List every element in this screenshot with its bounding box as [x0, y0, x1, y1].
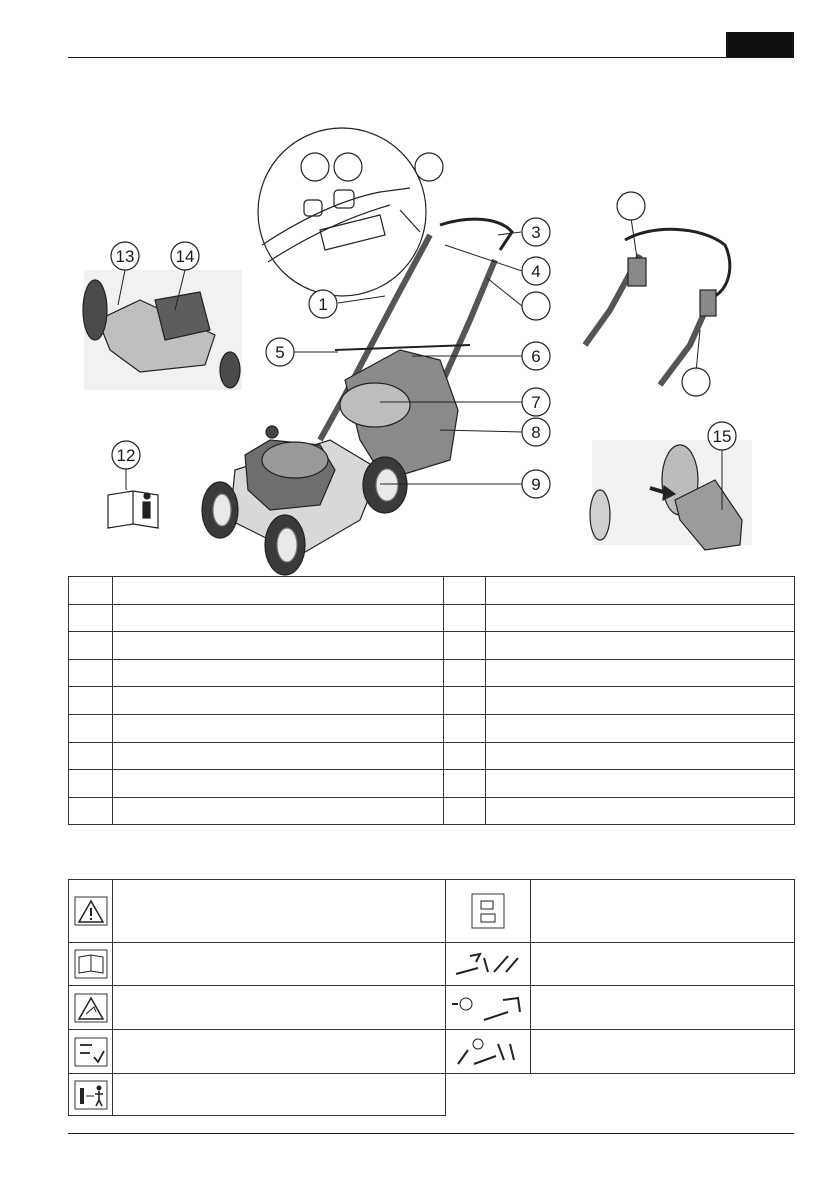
- parts-table-row: [69, 577, 795, 605]
- part-name-cell: [113, 687, 444, 715]
- part-number-cell: [69, 577, 113, 605]
- symbol-text: [113, 986, 446, 1030]
- svg-text:13: 13: [115, 247, 135, 266]
- svg-text:3: 3: [531, 223, 541, 242]
- part-number-cell: [69, 742, 113, 770]
- part-number-cell: [69, 659, 113, 687]
- engine-brake-lever-icon: [448, 946, 528, 982]
- parts-table-row: [69, 659, 795, 687]
- part-number-cell: [69, 687, 113, 715]
- callout-12: [112, 441, 140, 469]
- part-number-cell: [69, 714, 113, 742]
- drive-engage-lever-icon: [448, 1034, 528, 1070]
- part-name-cell: [486, 687, 795, 715]
- callout-14: [171, 242, 199, 270]
- callout-7: [522, 388, 550, 416]
- part-number-cell: [444, 632, 486, 660]
- svg-text:8: 8: [531, 423, 541, 442]
- svg-text:1: 1: [318, 295, 328, 314]
- parts-table-row: [69, 604, 795, 632]
- callout-blank: [682, 368, 710, 396]
- part-name-cell: [113, 604, 444, 632]
- svg-text:14: 14: [175, 247, 195, 266]
- svg-text:12: 12: [116, 446, 136, 465]
- handle-adjust-detail: [585, 229, 730, 385]
- callout-4: [522, 257, 550, 285]
- parts-table: [68, 576, 795, 825]
- symbol-cell: [69, 1074, 113, 1116]
- symbol-cell: [446, 1030, 531, 1074]
- part-name-cell: [486, 632, 795, 660]
- grass-catcher-detail: [83, 270, 242, 390]
- part-number-cell: [69, 604, 113, 632]
- callout-3: [522, 218, 550, 246]
- symbol-text: [531, 880, 795, 943]
- svg-text:6: 6: [531, 347, 541, 366]
- part-name-cell: [113, 632, 444, 660]
- keep-bystanders-away-icon: [74, 1080, 108, 1110]
- part-number-cell: [69, 770, 113, 798]
- info-book-icon: [108, 491, 158, 528]
- part-number-cell: [444, 687, 486, 715]
- symbol-text: [531, 943, 795, 986]
- callout-blank: [301, 153, 329, 181]
- part-name-cell: [113, 714, 444, 742]
- symbol-cell: [69, 1030, 113, 1074]
- symbol-text: [113, 1030, 446, 1074]
- callout-8: [522, 418, 550, 446]
- callout-blank: [415, 153, 443, 181]
- part-name-cell: [113, 742, 444, 770]
- mower-main: [202, 219, 512, 575]
- part-name-cell: [486, 714, 795, 742]
- part-name-cell: [113, 659, 444, 687]
- symbol-cell: [69, 880, 113, 943]
- callout-13: [111, 242, 139, 270]
- svg-text:7: 7: [531, 393, 541, 412]
- lawnmower-illustration: [0, 0, 839, 576]
- part-name-cell: [486, 770, 795, 798]
- symbol-cell: [446, 943, 531, 986]
- part-name-cell: [486, 604, 795, 632]
- part-number-cell: [444, 714, 486, 742]
- part-name-cell: [486, 577, 795, 605]
- svg-text:4: 4: [531, 262, 541, 281]
- callout-blank: [617, 192, 645, 220]
- mulch-plug-detail: [590, 440, 752, 550]
- callout-blank: [334, 153, 362, 181]
- svg-text:5: 5: [275, 343, 285, 362]
- symbol-cell: [446, 986, 531, 1030]
- part-number-cell: [444, 770, 486, 798]
- symbol-cell: [69, 943, 113, 986]
- callout-6: [522, 342, 550, 370]
- part-number-cell: [444, 742, 486, 770]
- parts-table-row: [69, 714, 795, 742]
- blade-rotation-lever-icon: [448, 990, 528, 1026]
- parts-table-row: [69, 742, 795, 770]
- callout-9: [522, 470, 550, 498]
- part-number-cell: [444, 604, 486, 632]
- parts-table-row: [69, 687, 795, 715]
- parts-table-row: [69, 632, 795, 660]
- part-number-cell: [69, 632, 113, 660]
- symbols-table: [68, 879, 795, 1116]
- callout-blank: [522, 292, 550, 320]
- symbol-cell: [446, 880, 531, 943]
- symbol-text: [113, 1074, 446, 1116]
- svg-text:9: 9: [531, 475, 541, 494]
- warning-triangle-icon: [74, 896, 108, 926]
- blade-hazard-triangle-icon: [74, 993, 108, 1023]
- part-name-cell: [486, 659, 795, 687]
- part-number-cell: [444, 577, 486, 605]
- symbol-text: [113, 943, 446, 986]
- svg-text:15: 15: [712, 427, 732, 446]
- part-number-cell: [444, 659, 486, 687]
- callout-15: [708, 422, 736, 450]
- callout-1: [309, 290, 337, 318]
- callout-5: [266, 338, 294, 366]
- symbol-text: [531, 986, 795, 1030]
- ignition-key-icon: [471, 893, 505, 929]
- part-name-cell: [113, 797, 444, 825]
- part-name-cell: [486, 797, 795, 825]
- part-number-cell: [444, 797, 486, 825]
- parts-table-row: [69, 797, 795, 825]
- parts-table-row: [69, 770, 795, 798]
- manual-book-icon: [74, 949, 108, 979]
- symbol-text: [531, 1030, 795, 1074]
- lever-button-a: [304, 200, 322, 216]
- symbol-text: [113, 880, 446, 943]
- handle-detail-inset: [258, 128, 426, 296]
- part-number-cell: [69, 797, 113, 825]
- symbol-cell: [69, 986, 113, 1030]
- part-name-cell: [113, 577, 444, 605]
- part-name-cell: [113, 770, 444, 798]
- part-name-cell: [486, 742, 795, 770]
- disconnect-plug-icon: [74, 1037, 108, 1067]
- footer-rule: [68, 1133, 794, 1134]
